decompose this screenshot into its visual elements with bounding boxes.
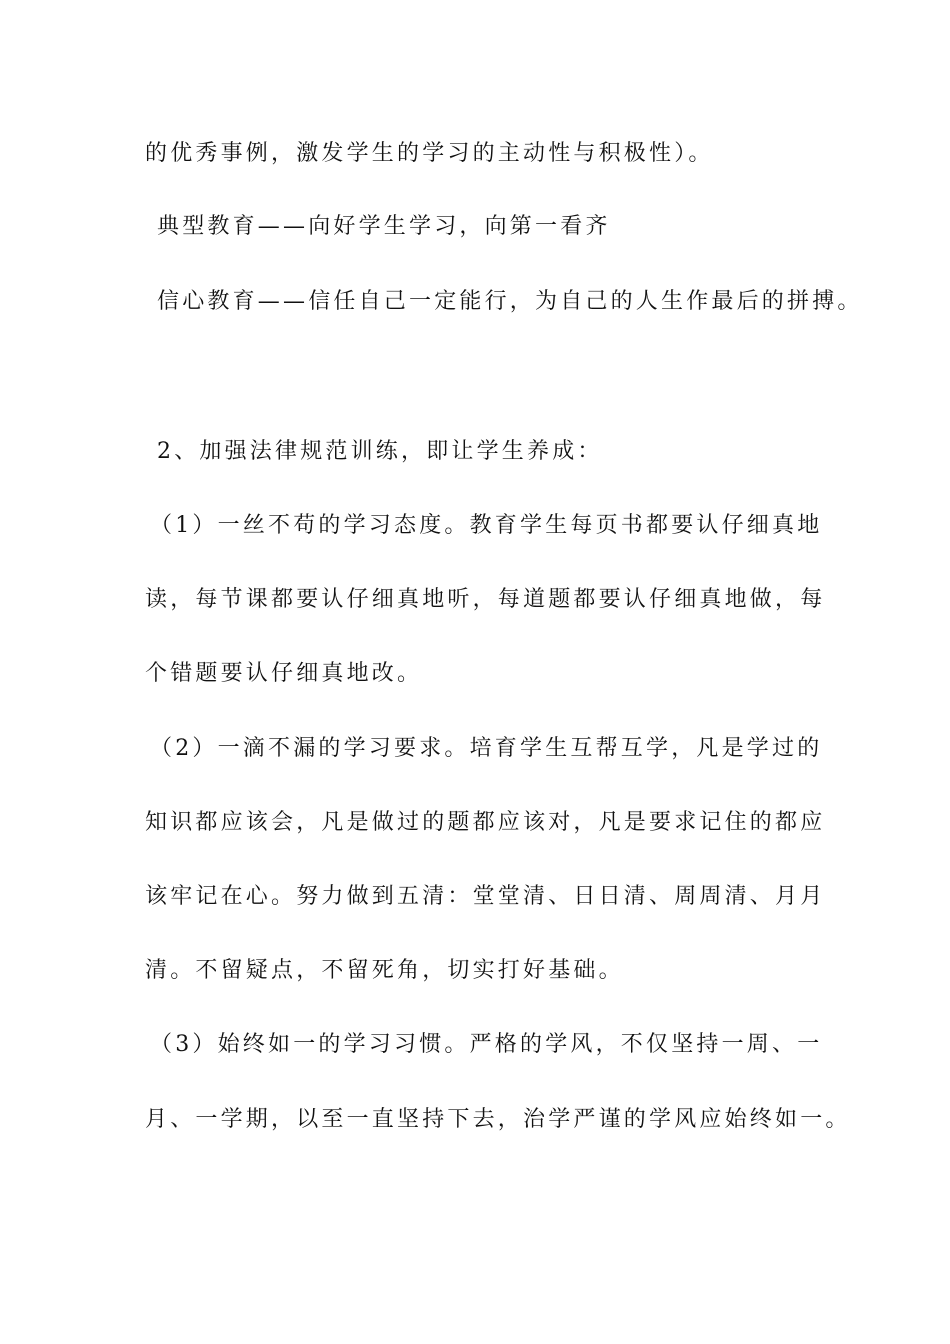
paragraph-line: （3）始终如一的学习习惯。严格的学风，不仅坚持一周、一 [150,1032,823,1057]
paragraph-line: 读，每节课都要认仔细真地听，每道题都要认仔细真地做，每 [145,587,826,612]
paragraph-line: 的优秀事例，激发学生的学习的主动性与积极性）。 [145,141,714,166]
paragraph-line: （2）一滴不漏的学习要求。培育学生互帮互学，凡是学过的 [150,736,823,761]
paragraph-line: 该牢记在心。努力做到五清：堂堂清、日日清、周周清、月月 [145,884,826,909]
section-heading: 2、加强法律规范训练，即让学生养成： [157,439,603,464]
paragraph-line: 个错题要认仔细真地改。 [145,661,423,686]
paragraph-line: 清。不留疑点，不留死角，切实打好基础。 [145,958,624,983]
paragraph-line: 月、一学期，以至一直坚持下去，治学严谨的学风应始终如一。 [145,1107,851,1132]
paragraph-line: 典型教育——向好学生学习，向第一看齐 [157,214,611,239]
paragraph-line: 信心教育——信任自己一定能行，为自己的人生作最后的拼搏。 [157,289,863,314]
paragraph-line: （1）一丝不苟的学习态度。教育学生每页书都要认仔细真地 [150,513,823,538]
paragraph-line: 知识都应该会，凡是做过的题都应该对，凡是要求记住的都应 [145,810,826,835]
